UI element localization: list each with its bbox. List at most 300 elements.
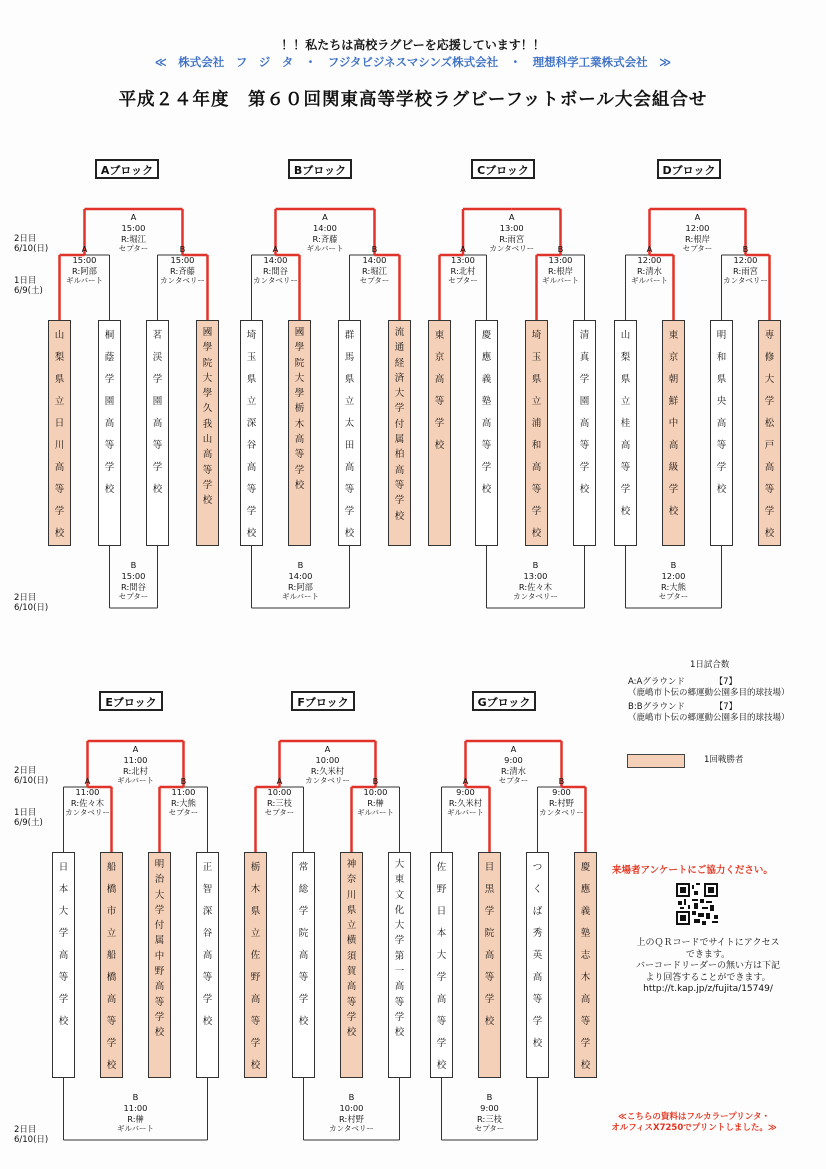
survey-title: 来場者アンケートにご協力ください。 (612, 865, 773, 876)
team-column (475, 320, 498, 546)
team-char: 立 (531, 396, 542, 407)
team-column (148, 852, 171, 1078)
team-char: 県 (716, 374, 727, 385)
team-char: 学 (394, 1011, 405, 1023)
team-char: 東 (394, 874, 405, 886)
team-char: 高 (250, 994, 261, 1005)
team-char: 校 (620, 506, 631, 517)
team-char: 校 (434, 440, 445, 451)
team-char: 学 (532, 1016, 543, 1027)
team-char: 学 (152, 374, 163, 385)
team-char: 学 (484, 994, 495, 1005)
team-char: 我 (202, 418, 213, 430)
match-time: 12:00 (661, 570, 686, 581)
team-column (196, 852, 219, 1078)
match-info-r3 (101, 1092, 171, 1135)
team-char: 央 (716, 396, 727, 407)
match-info-r3 (501, 560, 571, 603)
team-char: 等 (580, 1016, 591, 1027)
match-ground: A (132, 744, 139, 754)
team-char: 文 (394, 889, 405, 901)
team-char: 等 (54, 484, 65, 495)
team-char: 校 (298, 1016, 309, 1027)
team-char: 山 (54, 330, 65, 341)
team-char: 深 (246, 418, 257, 429)
match-referee: R:佐々木 (518, 581, 553, 592)
team-char: 太 (344, 418, 355, 429)
team-char: 立 (250, 928, 261, 939)
match-sponsor-ball: ギルバート (357, 808, 394, 818)
match-sponsor-ball: ギルバート (66, 276, 103, 286)
team-char: 等 (152, 440, 163, 451)
team-char: 智 (202, 884, 213, 895)
survey-url[interactable]: http://t.kap.jp/z/fujita/15749/ (643, 984, 773, 994)
team-column (710, 320, 733, 546)
team-char: 高 (294, 434, 305, 446)
match-sponsor-ball: カンタベリー (65, 808, 110, 818)
team-char: 学 (54, 506, 65, 517)
day-label (14, 766, 48, 786)
team-char: 高 (106, 994, 117, 1005)
match-referee: R:久米村 (448, 797, 483, 808)
team-char: 高 (580, 994, 591, 1005)
team-char: 学 (106, 1038, 117, 1049)
team-char: 経 (394, 357, 405, 369)
team-char: 高 (394, 981, 405, 993)
team-char: 県 (346, 904, 357, 916)
team-char: 栃 (250, 862, 261, 873)
match-time: 11:00 (75, 786, 100, 797)
day-label-date: 6/10(日) (14, 603, 49, 613)
match-referee: R:北村 (450, 265, 476, 276)
team-char: 黒 (484, 884, 495, 895)
team-char: 日 (58, 862, 69, 873)
team-char: 院 (484, 928, 495, 939)
match-referee: R:根岸 (685, 233, 710, 244)
team-char: 高 (620, 440, 631, 451)
team-column (48, 320, 71, 546)
team-char: 園 (152, 396, 163, 407)
match-ground: A (276, 776, 283, 786)
team-char: 賀 (346, 966, 357, 978)
team-char: 学 (531, 506, 542, 517)
match-ground: B (486, 1092, 493, 1102)
team-char: 専 (764, 330, 775, 341)
match-referee: R:阿部 (288, 581, 313, 592)
match-ground: A (646, 244, 653, 254)
team-char: 日 (54, 418, 65, 429)
team-char: 埼 (531, 330, 542, 341)
match-sponsor-ball: セプター (118, 244, 149, 254)
match-sponsor-ball: セプター (168, 808, 199, 818)
team-char: 大 (58, 906, 69, 917)
team-char: 横 (346, 935, 357, 947)
support-message: ！！私たちは高校ラグビーを応援しています！！ (281, 38, 545, 52)
team-column (430, 852, 453, 1078)
team-char: 高 (532, 972, 543, 983)
match-ground: B (371, 244, 378, 254)
match-sponsor-ball: セプター (118, 592, 149, 602)
team-char: 等 (246, 484, 257, 495)
match-info-r3 (639, 560, 709, 603)
team-column (100, 852, 123, 1078)
team-column (338, 320, 361, 546)
sponsor-list: ≪ 株式会社 フ ジ タ ・ フジタビジネスマシンズ株式会社 ・ 理想科学工業株式会社 ≫ (154, 55, 672, 69)
team-char: 等 (436, 1016, 447, 1027)
match-ground: A (508, 212, 515, 222)
team-char: 玉 (531, 352, 542, 363)
match-ground: A (694, 212, 701, 222)
team-char: 高 (346, 981, 357, 993)
team-char: 学 (481, 462, 492, 473)
team-char: 園 (104, 396, 115, 407)
team-char: 等 (202, 464, 213, 476)
team-char: 大 (436, 950, 447, 961)
match-sponsor-ball: セプター (658, 592, 689, 602)
team-char: 学 (580, 1038, 591, 1049)
team-char: 県 (531, 374, 542, 385)
team-char: 中 (668, 418, 679, 429)
team-char: 慶 (481, 330, 492, 341)
team-char: 真 (579, 352, 590, 363)
team-char: 等 (531, 484, 542, 495)
team-char: 属 (394, 434, 405, 446)
team-char: 應 (580, 884, 591, 895)
team-char: 義 (481, 374, 492, 385)
team-char: 等 (764, 484, 775, 495)
team-char: 等 (294, 449, 305, 461)
match-time: 9:00 (504, 754, 523, 765)
match-info-r2 (99, 212, 169, 255)
match-sponsor-ball: カンタベリー (723, 276, 768, 286)
day-label-line: 2日目 (14, 1125, 37, 1135)
team-column (388, 852, 411, 1078)
team-char: 等 (532, 994, 543, 1005)
match-time: 11:00 (123, 1102, 148, 1113)
team-char: 谷 (202, 928, 213, 939)
match-info-r2 (290, 212, 360, 255)
team-char: 学 (298, 906, 309, 917)
match-time: 9:00 (552, 786, 571, 797)
team-char: 東 (434, 330, 445, 341)
team-char: く (532, 884, 543, 895)
match-sponsor-ball: ギルバート (542, 276, 579, 286)
match-sponsor-ball: カンタベリー (489, 244, 535, 254)
match-referee: R:北村 (123, 765, 148, 776)
team-char: 立 (246, 396, 257, 407)
team-char: 鮮 (668, 396, 679, 407)
match-sponsor-ball: ギルバート (631, 276, 668, 286)
match-time: 15:00 (121, 570, 146, 581)
team-char: 学 (436, 1038, 447, 1049)
team-char: 高 (54, 462, 65, 473)
team-char: 立 (106, 928, 117, 939)
team-char: 一 (394, 966, 405, 978)
team-char: 学 (346, 1011, 357, 1023)
team-char: 目 (484, 862, 495, 873)
match-sponsor-ball: カンタベリー (513, 592, 558, 602)
qr-line-1: 上のＱＲコードでサイトにアクセス (636, 938, 780, 948)
match-time: 9:00 (456, 786, 475, 797)
day-label (14, 234, 48, 254)
team-char: 学 (154, 904, 165, 916)
day-label (14, 593, 48, 613)
page-title: 平成２４年度 第６０回関東高等学校ラグビーフットボール大会組合せ (118, 90, 708, 110)
team-char: 常 (298, 862, 309, 873)
team-char: 高 (531, 462, 542, 473)
match-time: 14:00 (362, 254, 387, 265)
team-char: 等 (620, 462, 631, 473)
legend-ground-a: A:Aグラウンド 【7】 (628, 677, 738, 687)
team-char: 校 (764, 528, 775, 539)
team-char: 学 (104, 462, 115, 473)
team-column (573, 320, 596, 546)
team-char: 立 (346, 920, 357, 932)
team-char: 船 (106, 950, 117, 961)
team-char: 神 (346, 859, 357, 870)
match-referee: R:清水 (637, 265, 662, 276)
team-char: 学 (246, 506, 257, 517)
team-char: 院 (294, 357, 305, 369)
team-char: 学 (668, 484, 679, 495)
match-time: 15:00 (170, 254, 195, 265)
match-time: 15:00 (72, 254, 97, 265)
team-char: 校 (668, 506, 679, 517)
team-char: 級 (668, 462, 679, 473)
match-info-r3 (455, 1092, 525, 1135)
team-char: 群 (344, 330, 355, 341)
team-char: 等 (106, 1016, 117, 1027)
qr-code-icon[interactable] (676, 883, 718, 925)
team-char: 埼 (246, 330, 257, 341)
team-char: 本 (58, 884, 69, 895)
match-referee: R:間谷 (263, 265, 288, 276)
qr-line-4: より回答することができます。 (645, 972, 771, 983)
match-sponsor-ball: セプター (474, 1124, 505, 1134)
team-char: 校 (531, 528, 542, 539)
match-time: 12:00 (685, 222, 710, 233)
match-referee: R:間谷 (121, 581, 146, 592)
team-char: 等 (250, 1016, 261, 1027)
team-char: 高 (484, 950, 495, 961)
team-char: 学 (394, 935, 405, 947)
day-label-date: 6/9(土) (14, 286, 43, 296)
match-sponsor-ball: カンタベリー (160, 276, 205, 286)
team-char: 谷 (246, 440, 257, 451)
match-referee: R:堀江 (362, 265, 387, 276)
team-char: 中 (154, 950, 165, 962)
team-column (614, 320, 637, 546)
legend-heading: 1日試合数 (690, 660, 730, 670)
team-char: 学 (152, 462, 163, 473)
match-sponsor-ball: ギルバート (306, 244, 344, 254)
team-char: 市 (106, 906, 117, 917)
block-title: Aブロック (95, 159, 159, 179)
team-char: 学 (394, 403, 405, 415)
team-char: 立 (344, 396, 355, 407)
team-char: 大 (394, 920, 405, 932)
match-time: 13:00 (548, 254, 573, 265)
team-char: 栃 (294, 403, 305, 415)
match-time: 10:00 (315, 754, 340, 765)
match-sponsor-ball: ギルバート (447, 808, 484, 818)
team-char: 院 (298, 928, 309, 939)
match-ground: B (132, 1092, 139, 1102)
team-char: 高 (434, 374, 445, 385)
match-referee: R:根岸 (548, 265, 573, 276)
match-ground: B (670, 560, 677, 570)
match-referee: R:大熊 (171, 797, 196, 808)
team-char: 学 (58, 928, 69, 939)
team-char: 属 (154, 935, 165, 947)
team-char: 學 (294, 388, 305, 400)
team-char: 等 (58, 972, 69, 983)
match-sponsor-ball: セプター (448, 276, 478, 286)
team-char: 學 (202, 388, 213, 400)
team-column (340, 852, 363, 1078)
day-label (14, 276, 43, 296)
match-time: 12:00 (637, 254, 662, 265)
match-ground: A (460, 244, 466, 254)
team-char: 朝 (668, 374, 679, 385)
team-char: 國 (294, 327, 305, 338)
team-char: 等 (394, 479, 405, 491)
team-char: 県 (250, 906, 261, 917)
match-info-r3 (99, 560, 169, 603)
block-title: Cブロック (471, 159, 535, 179)
match-ground: B (297, 560, 304, 570)
team-char: 塾 (481, 396, 492, 407)
team-char: 付 (154, 920, 165, 932)
team-column (662, 320, 685, 546)
print-note-line-1: ≪こちらの資料はフルカラープリンタ・ (618, 1112, 770, 1122)
team-char: 大 (294, 372, 305, 384)
team-char: 馬 (344, 352, 355, 363)
team-char: 校 (202, 495, 213, 507)
team-char: 校 (54, 528, 65, 539)
match-ground: A (462, 776, 469, 786)
match-time: 10:00 (339, 1102, 364, 1113)
match-referee: R:榊 (367, 797, 384, 808)
match-ground: A (322, 212, 328, 222)
team-char: 山 (202, 434, 213, 446)
team-char: 日 (436, 906, 447, 917)
team-char: 野 (154, 966, 165, 978)
team-char: 立 (54, 396, 65, 407)
team-char: 校 (152, 484, 163, 495)
match-ground: B (179, 244, 186, 254)
team-char: 田 (344, 440, 355, 451)
team-char: 川 (346, 889, 357, 901)
team-char: 流 (394, 327, 405, 338)
team-char: 学 (579, 374, 590, 385)
match-time: 14:00 (263, 254, 288, 265)
team-char: 学 (620, 484, 631, 495)
team-char: 茗 (152, 330, 163, 341)
team-char: 県 (246, 374, 257, 385)
team-char: 桐 (104, 330, 115, 341)
team-char: 柏 (394, 449, 405, 461)
team-char: 桂 (620, 418, 631, 429)
team-char: 秀 (532, 928, 543, 939)
day-label-date: 6/10(日) (14, 244, 49, 254)
team-column (758, 320, 781, 546)
team-char: 校 (154, 1027, 165, 1039)
match-time: 13:00 (451, 254, 475, 265)
match-time: 14:00 (313, 222, 337, 233)
team-column (288, 320, 311, 546)
winner-swatch (627, 754, 685, 768)
team-char: 梨 (54, 352, 65, 363)
match-time: 11:00 (123, 754, 148, 765)
print-note-line-2: オルフィスX7250でプリントしました。≫ (611, 1123, 777, 1133)
team-column (146, 320, 169, 546)
team-char: 高 (246, 462, 257, 473)
match-sponsor-ball: セプター (498, 776, 529, 786)
team-char: 学 (298, 994, 309, 1005)
team-char: 大 (764, 374, 775, 385)
match-ground: B (130, 560, 137, 570)
team-char: 高 (668, 440, 679, 451)
match-info-r2 (293, 744, 363, 787)
day-label-date: 6/9(土) (14, 818, 43, 828)
block-title: Dブロック (657, 159, 721, 179)
team-char: 修 (764, 352, 775, 363)
team-char: 高 (394, 464, 405, 476)
team-char: 校 (532, 1038, 543, 1049)
team-char: 高 (152, 418, 163, 429)
team-char: 等 (434, 396, 445, 407)
team-char: 学 (202, 994, 213, 1005)
match-referee: R:雨宮 (499, 233, 525, 244)
team-char: 済 (394, 372, 405, 384)
team-char: 校 (106, 1060, 117, 1071)
team-char: 学 (716, 462, 727, 473)
match-ground: A (324, 744, 331, 754)
team-char: 学 (484, 906, 495, 917)
team-char: 院 (202, 357, 213, 369)
match-time: 14:00 (288, 570, 313, 581)
team-char: 学 (434, 418, 445, 429)
team-char: 高 (436, 994, 447, 1005)
match-time: 11:00 (171, 786, 196, 797)
team-char: 等 (346, 996, 357, 1008)
team-char: 船 (106, 862, 117, 873)
team-char: 学 (294, 464, 305, 476)
match-time: 15:00 (121, 222, 146, 233)
block-title: Bブロック (288, 159, 352, 179)
team-char: 木 (580, 972, 591, 983)
team-char: 等 (202, 972, 213, 983)
team-char: 大 (154, 889, 165, 901)
team-char: 東 (668, 330, 679, 341)
team-char: 学 (436, 972, 447, 983)
team-column (526, 852, 549, 1078)
team-char: 學 (294, 342, 305, 354)
match-referee: R:堀江 (121, 233, 146, 244)
team-column (98, 320, 121, 546)
match-sponsor-ball: セプター (682, 244, 713, 254)
team-char: 学 (104, 374, 115, 385)
team-char: 校 (344, 528, 355, 539)
team-char: 奈 (346, 874, 357, 886)
team-char: 学 (154, 1011, 165, 1023)
team-char: 校 (250, 1060, 261, 1071)
team-char: 英 (532, 950, 543, 961)
team-char: 松 (764, 418, 775, 429)
match-ground: B (348, 1092, 355, 1102)
match-sponsor-ball: セプター (359, 276, 390, 286)
